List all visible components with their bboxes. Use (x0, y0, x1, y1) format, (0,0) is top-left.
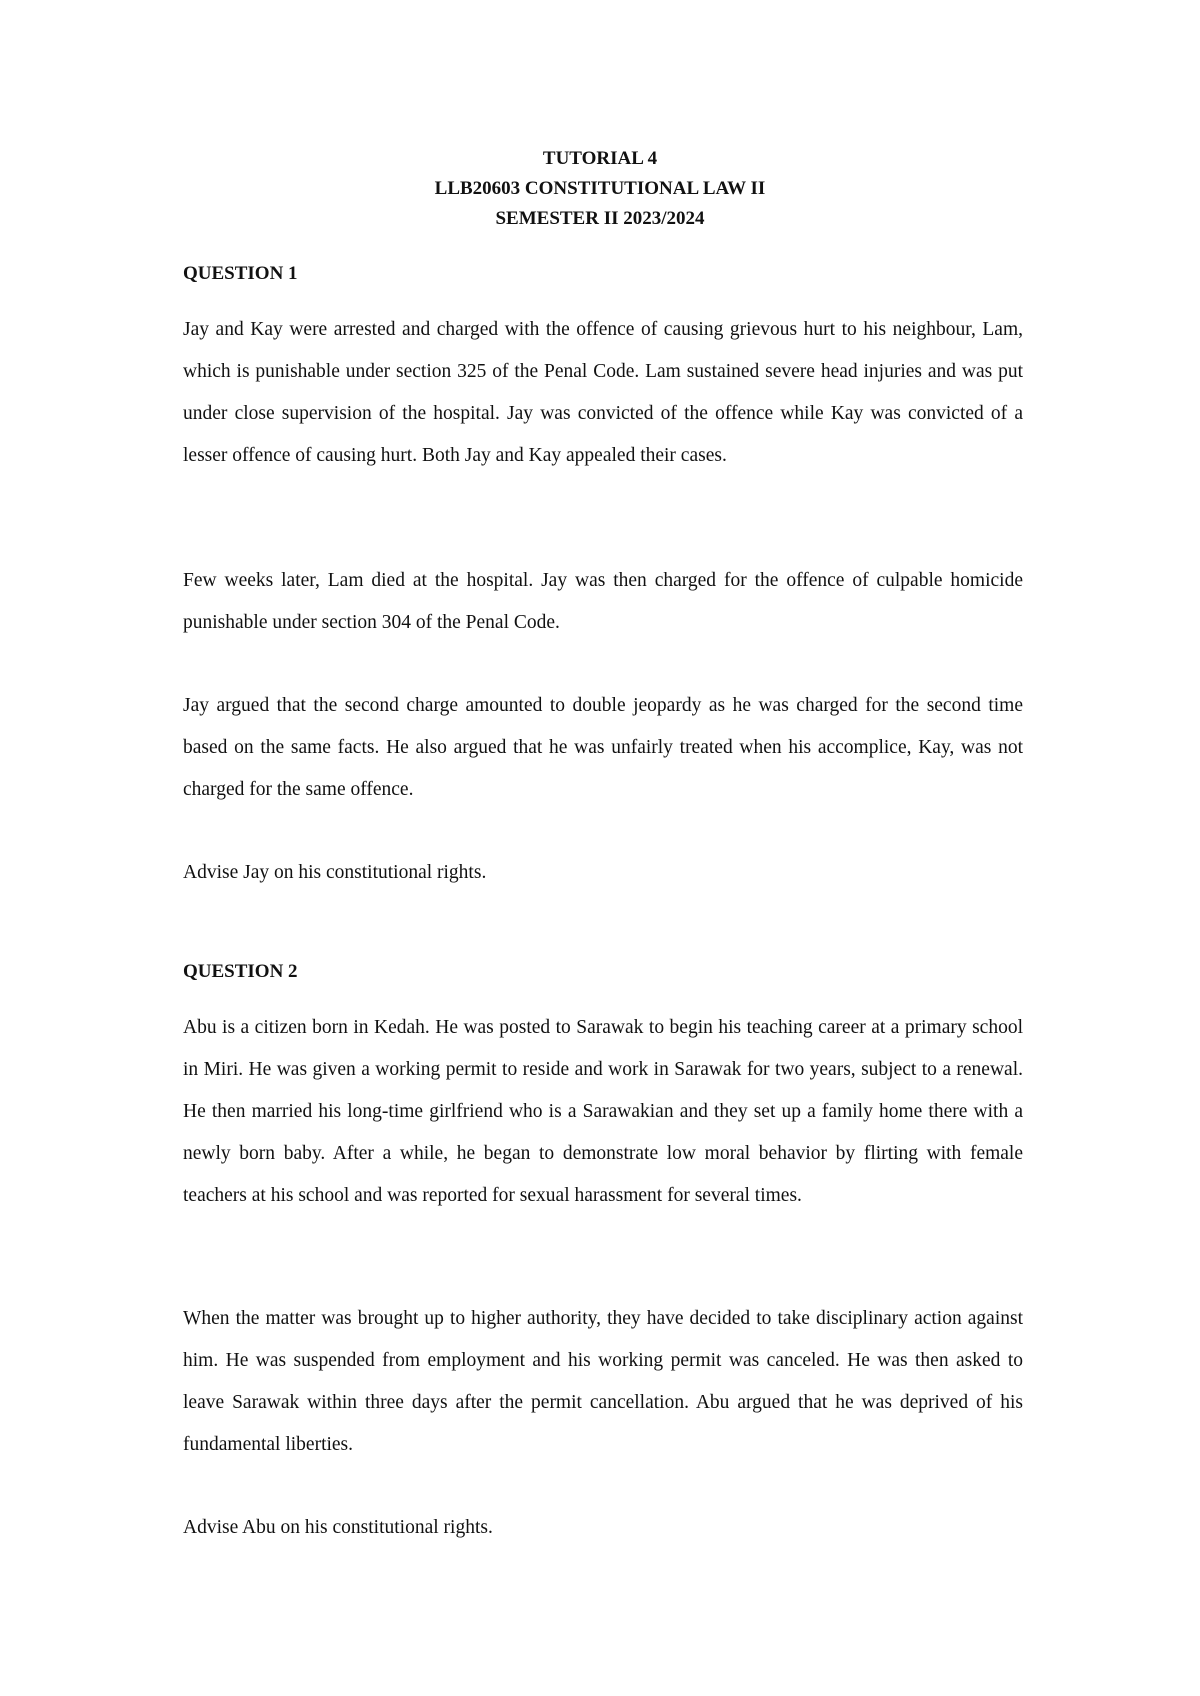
question-2-instruction: Advise Abu on his constitutional rights. (183, 1517, 493, 1538)
tutorial-title: TUTORIAL 4 (542, 148, 658, 169)
question-1-heading: QUESTION 1 (183, 263, 298, 284)
question-2-paragraph-1: Abu is a citizen born in Kedah. He was posted to Sarawak to begin his teaching career at a primary school in Miri. He was given a working permit to reside and work in Sarawak for two years, subject to a renewal. He then married his long-time girlfriend who is a Sarawakian and they set up a family home there with a newly born baby. After a while, he began to demonstrate low moral behavior by flirting with female teachers at his school and was reported for sexual harassment for several times. (183, 1017, 1023, 1206)
question-1-paragraph-3: Jay argued that the second charge amounted to double jeopardy as he was charged for the second time based on the same facts. He also argued that he was unfairly treated when his accomplice, Kay, was not charged for the same offence. (183, 695, 1023, 800)
semester-title: SEMESTER II 2023/2024 (495, 208, 705, 229)
document-header (0, 144, 1200, 234)
question-2-heading: QUESTION 2 (183, 961, 298, 982)
question-1-paragraph-2: Few weeks later, Lam died at the hospital. Jay was then charged for the offence of culpable homicide punishable under section 304 of the Penal Code. (183, 570, 1023, 633)
question-2-paragraph-2: When the matter was brought up to higher authority, they have decided to take disciplinary action against him. He was suspended from employment and his working permit was canceled. He was then asked to leave Sarawak within three days after the permit cancellation. Abu argued that he was deprived of his fundamental liberties. (183, 1308, 1023, 1455)
question-1-instruction: Advise Jay on his constitutional rights. (183, 862, 487, 883)
question-1-paragraph-1: Jay and Kay were arrested and charged with the offence of causing grievous hurt to his neighbour, Lam, which is punishable under section 325 of the Penal Code. Lam sustained severe head injuries and was put under close supervision of the hospital. Jay was convicted of the offence while Kay was convicted of a lesser offence of causing hurt. Both Jay and Kay appealed their cases. (183, 319, 1023, 466)
course-title: LLB20603 CONSTITUTIONAL LAW II (434, 178, 766, 199)
